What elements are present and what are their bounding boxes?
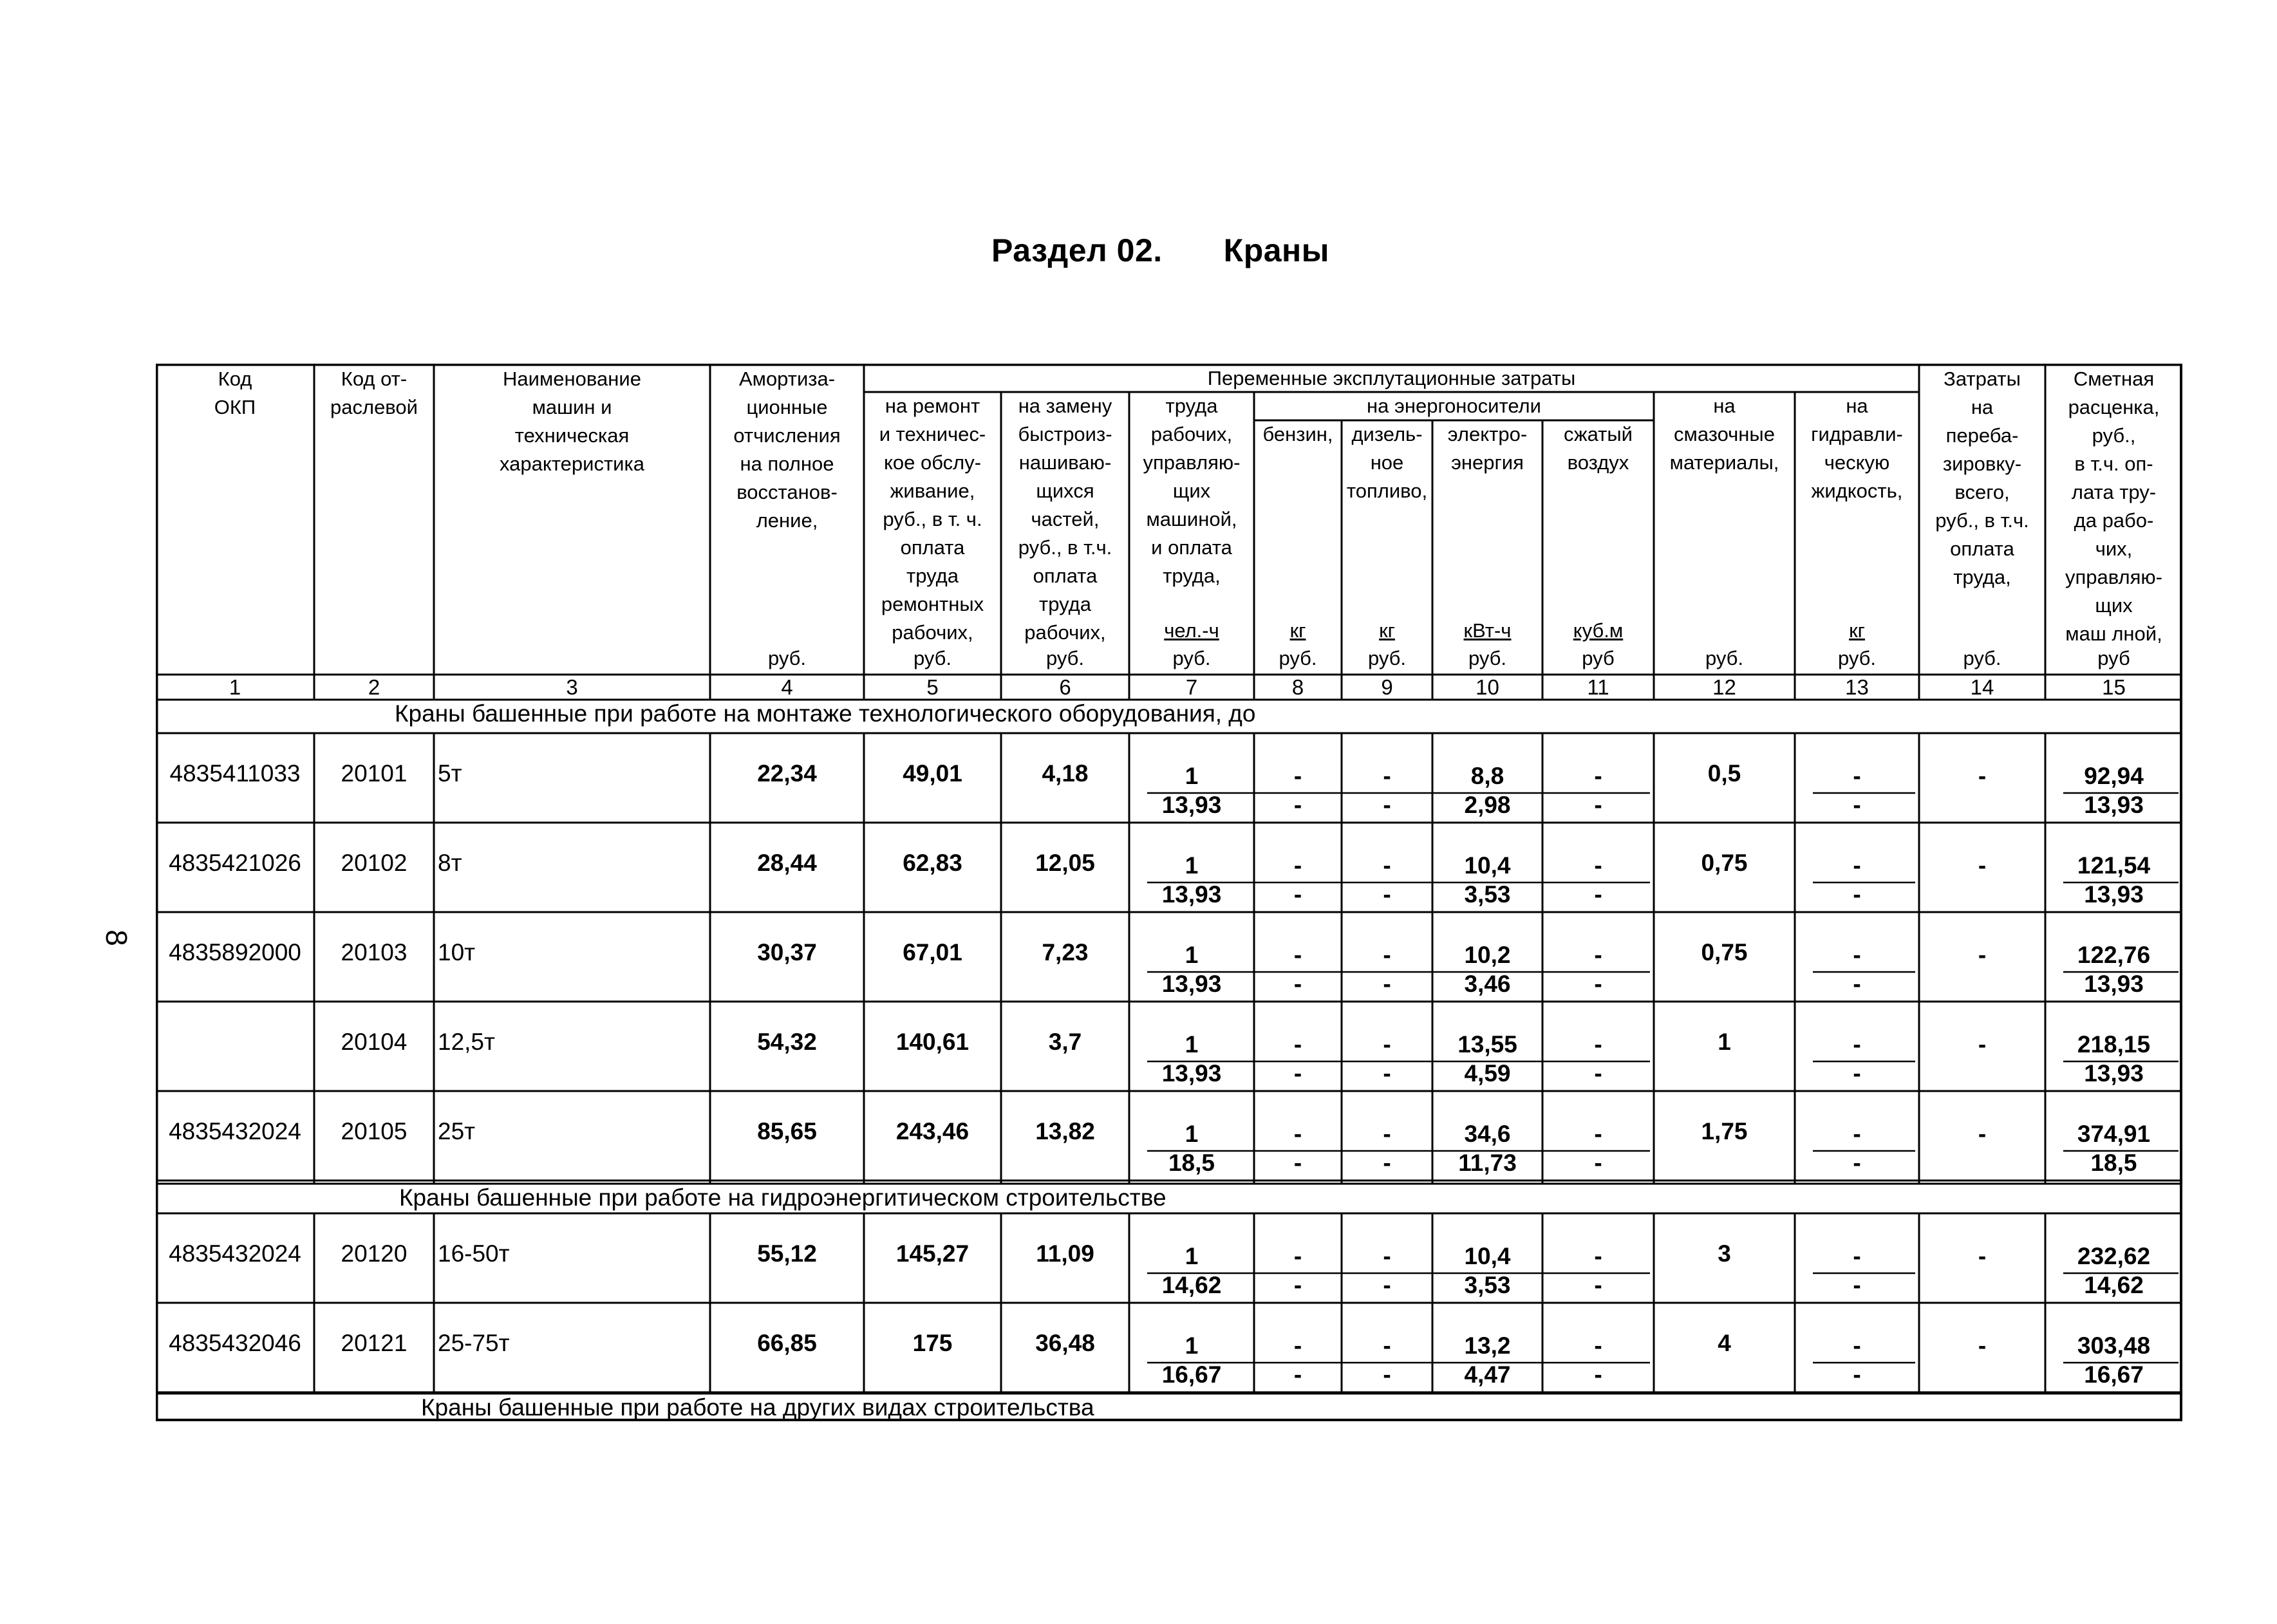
- petrol-rub: -: [1293, 1060, 1302, 1087]
- lubricants-value: 0,75: [1701, 939, 1748, 966]
- air-rub: -: [1594, 1361, 1602, 1388]
- section-name: Краны: [1223, 232, 1329, 268]
- unit-air-m3: куб.м: [1573, 619, 1624, 642]
- estimate-labor: 13,93: [2084, 881, 2144, 908]
- section-title: Краны башенные при работе на других видах строительства: [421, 1394, 1094, 1421]
- lubricants-value: 1: [1718, 1029, 1731, 1055]
- machine-name: 5т: [438, 760, 462, 787]
- lubricants-value: 1,75: [1701, 1118, 1748, 1144]
- header-air: сжатый воздух: [1564, 423, 1633, 474]
- hydraulic-kg: -: [1853, 1243, 1861, 1269]
- diesel-rub: -: [1383, 1272, 1391, 1298]
- unit-labor-rub: руб.: [1172, 647, 1211, 669]
- electricity-kwh: 13,55: [1457, 1031, 1517, 1058]
- hydraulic-rub: -: [1853, 1060, 1861, 1087]
- labor-hours: 1: [1185, 942, 1199, 968]
- estimate-labor: 16,67: [2084, 1361, 2144, 1388]
- hydraulic-kg: -: [1853, 1121, 1861, 1147]
- column-number: 11: [1587, 675, 1609, 699]
- machine-name: 10т: [438, 939, 476, 966]
- header-parts: на замену быстроиз- нашиваю- щихся частей, руб., в т.ч. оплата труда рабочих,: [1018, 395, 1112, 644]
- unit-relocation: руб.: [1963, 647, 2001, 669]
- column-number: 10: [1476, 675, 1499, 699]
- relocation-value: -: [1978, 1332, 1987, 1359]
- hydraulic-rub: -: [1853, 971, 1861, 997]
- petrol-kg: -: [1293, 763, 1302, 789]
- air-rub: -: [1594, 1060, 1602, 1087]
- relocation-value: -: [1978, 1121, 1987, 1147]
- diesel-kg: -: [1383, 1243, 1391, 1269]
- estimate-labor: 13,93: [2084, 971, 2144, 997]
- labor-hours: 1: [1185, 1332, 1199, 1359]
- diesel-kg: -: [1383, 1121, 1391, 1147]
- unit-air-rub: руб: [1582, 647, 1615, 669]
- column-number: 8: [1291, 675, 1304, 699]
- labor-hours: 1: [1185, 1243, 1199, 1269]
- branch-code: 20104: [341, 1029, 408, 1055]
- diesel-kg: -: [1383, 1031, 1391, 1058]
- parts-value: 12,05: [1035, 850, 1095, 876]
- electricity-rub: 3,46: [1464, 971, 1511, 997]
- repair-value: 140,61: [895, 1029, 970, 1055]
- unit-estimate: руб: [2097, 647, 2130, 669]
- okp-code: 4835432046: [169, 1330, 301, 1356]
- diesel-rub: -: [1383, 1361, 1391, 1388]
- header-estimate: Сметная расценка, руб., в т.ч. оп- лата тру- да рабо- чих, управляю- щих маш лной,: [2065, 368, 2162, 645]
- repair-value: 243,46: [895, 1118, 970, 1144]
- labor-rub: 14,62: [1161, 1272, 1222, 1298]
- electricity-kwh: 13,2: [1464, 1332, 1511, 1359]
- page-title: [991, 232, 1329, 269]
- machine-name: 8т: [438, 850, 462, 876]
- electricity-rub: 11,73: [1458, 1150, 1517, 1176]
- air-m3: -: [1594, 1243, 1602, 1269]
- labor-rub: 13,93: [1161, 881, 1222, 908]
- air-rub: -: [1594, 1150, 1602, 1176]
- branch-code: 20101: [341, 760, 408, 787]
- unit-petrol-kg: кг: [1289, 619, 1306, 642]
- hydraulic-kg: -: [1853, 1031, 1861, 1058]
- petrol-kg: -: [1293, 852, 1302, 879]
- air-m3: -: [1594, 763, 1602, 789]
- diesel-rub: -: [1383, 881, 1391, 908]
- hydraulic-kg: -: [1853, 852, 1861, 879]
- rates-table: [156, 364, 2182, 1421]
- air-m3: -: [1594, 942, 1602, 968]
- electricity-rub: 4,59: [1464, 1060, 1511, 1087]
- estimate-price: 374,91: [2077, 1121, 2151, 1147]
- petrol-rub: -: [1293, 792, 1302, 818]
- unit-diesel-rub: руб.: [1367, 647, 1407, 669]
- hydraulic-rub: -: [1853, 881, 1861, 908]
- okp-code: 4835432024: [169, 1118, 301, 1144]
- repair-value: 175: [912, 1330, 953, 1356]
- estimate-labor: 14,62: [2084, 1272, 2144, 1298]
- air-rub: -: [1594, 881, 1602, 908]
- estimate-price: 121,54: [2077, 852, 2151, 879]
- electricity-rub: 3,53: [1464, 881, 1511, 908]
- air-m3: -: [1594, 852, 1602, 879]
- header-lubricants: на смазочные материалы,: [1669, 395, 1779, 474]
- diesel-rub: -: [1383, 1150, 1391, 1176]
- lubricants-value: 0,5: [1707, 760, 1741, 787]
- hydraulic-kg: -: [1853, 1332, 1861, 1359]
- relocation-value: -: [1978, 763, 1987, 789]
- okp-code: 4835421026: [169, 850, 301, 876]
- section-number: Раздел 02.: [991, 232, 1163, 268]
- unit-labor-hours: чел.-ч: [1164, 619, 1219, 642]
- air-m3: -: [1594, 1031, 1602, 1058]
- column-number: 15: [2102, 675, 2126, 699]
- petrol-rub: -: [1293, 1272, 1302, 1298]
- hydraulic-rub: -: [1853, 1361, 1861, 1388]
- hydraulic-rub: -: [1853, 1150, 1861, 1176]
- unit-electricity-kwh: кВт-ч: [1463, 619, 1512, 642]
- header-repair: на ремонт и техничес- кое обслу- живание, руб., в т. ч. оплата труда ремонтных рабочих,: [879, 395, 986, 644]
- relocation-value: -: [1978, 942, 1987, 968]
- hydraulic-rub: -: [1853, 1272, 1861, 1298]
- labor-hours: 1: [1185, 1031, 1199, 1058]
- repair-value: 62,83: [903, 850, 962, 876]
- header-amortization: Амортиза- ционные отчисления на полное восстанов- ление,: [733, 368, 841, 532]
- relocation-value: -: [1978, 1243, 1987, 1269]
- lubricants-value: 0,75: [1701, 850, 1748, 876]
- parts-value: 4,18: [1042, 760, 1089, 787]
- unit-lubricants: руб.: [1705, 647, 1744, 669]
- branch-code: 20121: [341, 1330, 408, 1356]
- section-title: Краны башенные при работе на монтаже технологического оборудования, до: [395, 700, 1256, 727]
- petrol-rub: -: [1293, 1150, 1302, 1176]
- petrol-kg: -: [1293, 942, 1302, 968]
- unit-electricity-rub: руб.: [1468, 647, 1507, 669]
- air-rub: -: [1594, 971, 1602, 997]
- repair-value: 67,01: [903, 939, 962, 966]
- labor-hours: 1: [1185, 852, 1199, 879]
- parts-value: 11,09: [1036, 1240, 1094, 1267]
- estimate-price: 303,48: [2077, 1332, 2151, 1359]
- column-number: 5: [926, 675, 939, 699]
- machine-name: 25-75т: [438, 1330, 510, 1356]
- header-relocation: Затраты на переба- зировку- всего, руб., в т.ч. оплата труда,: [1935, 368, 2029, 588]
- parts-value: 7,23: [1042, 939, 1089, 966]
- amortization-value: 22,34: [757, 760, 817, 787]
- estimate-labor: 18,5: [2090, 1150, 2137, 1176]
- column-number: 7: [1185, 675, 1198, 699]
- unit-parts: руб.: [1045, 647, 1085, 669]
- air-rub: -: [1594, 1272, 1602, 1298]
- unit-petrol-rub: руб.: [1279, 647, 1317, 669]
- electricity-kwh: 8,8: [1470, 763, 1504, 789]
- amortization-value: 54,32: [757, 1029, 817, 1055]
- electricity-rub: 3,53: [1464, 1272, 1511, 1298]
- repair-value: 49,01: [903, 760, 962, 787]
- unit-diesel-kg: кг: [1379, 619, 1395, 642]
- diesel-kg: -: [1383, 1332, 1391, 1359]
- column-number: 12: [1712, 675, 1736, 699]
- column-number: 13: [1845, 675, 1869, 699]
- column-number: 6: [1059, 675, 1071, 699]
- okp-code: 4835432024: [169, 1240, 301, 1267]
- unit-hydraulic-rub: руб.: [1837, 647, 1877, 669]
- header-electricity: электро- энергия: [1447, 423, 1528, 474]
- labor-rub: 13,93: [1161, 971, 1222, 997]
- branch-code: 20120: [341, 1240, 408, 1267]
- machine-name: 25т: [438, 1118, 476, 1144]
- diesel-kg: -: [1383, 852, 1391, 879]
- amortization-value: 85,65: [757, 1118, 817, 1144]
- estimate-price: 232,62: [2077, 1243, 2151, 1269]
- petrol-kg: -: [1293, 1121, 1302, 1147]
- section-title: Краны башенные при работе на гидроэнергитическом строительстве: [399, 1184, 1167, 1211]
- header-diesel: дизель- ное топливо,: [1346, 423, 1428, 502]
- relocation-value: -: [1978, 852, 1987, 879]
- electricity-kwh: 34,6: [1464, 1121, 1511, 1147]
- electricity-kwh: 10,4: [1464, 852, 1511, 879]
- estimate-labor: 13,93: [2084, 1060, 2144, 1087]
- amortization-value: 66,85: [757, 1330, 817, 1356]
- electricity-rub: 4,47: [1464, 1361, 1511, 1388]
- petrol-kg: -: [1293, 1031, 1302, 1058]
- electricity-rub: 2,98: [1464, 792, 1511, 818]
- labor-rub: 16,67: [1161, 1361, 1222, 1388]
- parts-value: 3,7: [1048, 1029, 1082, 1055]
- column-number: 4: [781, 675, 793, 699]
- diesel-kg: -: [1383, 763, 1391, 789]
- electricity-kwh: 10,4: [1464, 1243, 1511, 1269]
- estimate-price: 218,15: [2077, 1031, 2151, 1058]
- amortization-value: 28,44: [757, 850, 817, 876]
- page-number: 8: [99, 929, 133, 946]
- labor-rub: 13,93: [1161, 792, 1222, 818]
- repair-value: 145,27: [895, 1240, 970, 1267]
- lubricants-value: 4: [1718, 1330, 1731, 1356]
- labor-rub: 18,5: [1168, 1150, 1215, 1176]
- hydraulic-kg: -: [1853, 763, 1861, 789]
- header-name: Наименование машин и техническая характеристика: [500, 368, 644, 475]
- diesel-rub: -: [1383, 1060, 1391, 1087]
- branch-code: 20103: [341, 939, 408, 966]
- header-labor: труда рабочих, управляю- щих машиной, и оплата труда,: [1143, 395, 1241, 587]
- petrol-kg: -: [1293, 1243, 1302, 1269]
- okp-code: 4835411033: [169, 760, 301, 787]
- hydraulic-kg: -: [1853, 942, 1861, 968]
- hydraulic-rub: -: [1853, 792, 1861, 818]
- column-number: 1: [229, 675, 241, 699]
- diesel-rub: -: [1383, 792, 1391, 818]
- diesel-rub: -: [1383, 971, 1391, 997]
- machine-name: 12,5т: [438, 1029, 495, 1055]
- parts-value: 13,82: [1035, 1118, 1095, 1144]
- header-energy: на энергоносители: [1367, 395, 1541, 417]
- petrol-rub: -: [1293, 971, 1302, 997]
- air-m3: -: [1594, 1332, 1602, 1359]
- branch-code: 20102: [341, 850, 408, 876]
- column-number: 9: [1381, 675, 1393, 699]
- header-variable-costs: Переменные эксплутационные затраты: [1207, 367, 1576, 389]
- unit-amortization: руб.: [767, 647, 807, 669]
- estimate-price: 92,94: [2084, 763, 2144, 789]
- labor-hours: 1: [1185, 763, 1199, 789]
- machine-name: 16-50т: [438, 1240, 510, 1267]
- labor-rub: 13,93: [1161, 1060, 1222, 1087]
- unit-repair: руб.: [913, 647, 952, 669]
- diesel-kg: -: [1383, 942, 1391, 968]
- estimate-price: 122,76: [2077, 942, 2151, 968]
- petrol-kg: -: [1293, 1332, 1302, 1359]
- header-hydraulic: на гидравли- ческую жидкость,: [1811, 395, 1903, 502]
- amortization-value: 55,12: [757, 1240, 817, 1267]
- header-okp: Код ОКП: [214, 368, 256, 418]
- air-rub: -: [1594, 792, 1602, 818]
- amortization-value: 30,37: [757, 939, 817, 966]
- electricity-kwh: 10,2: [1464, 942, 1511, 968]
- unit-hydraulic-kg: кг: [1849, 619, 1865, 642]
- column-number: 14: [1970, 675, 1994, 699]
- labor-hours: 1: [1185, 1121, 1199, 1147]
- petrol-rub: -: [1293, 881, 1302, 908]
- relocation-value: -: [1978, 1031, 1987, 1058]
- petrol-rub: -: [1293, 1361, 1302, 1388]
- lubricants-value: 3: [1718, 1240, 1731, 1267]
- branch-code: 20105: [341, 1118, 408, 1144]
- estimate-labor: 13,93: [2084, 792, 2144, 818]
- air-m3: -: [1594, 1121, 1602, 1147]
- parts-value: 36,48: [1035, 1330, 1095, 1356]
- okp-code: 4835892000: [169, 939, 301, 966]
- column-number: 2: [368, 675, 380, 699]
- header-branch-code: Код от- раслевой: [330, 368, 418, 418]
- header-petrol: бензин,: [1262, 423, 1333, 445]
- column-number: 3: [566, 675, 578, 699]
